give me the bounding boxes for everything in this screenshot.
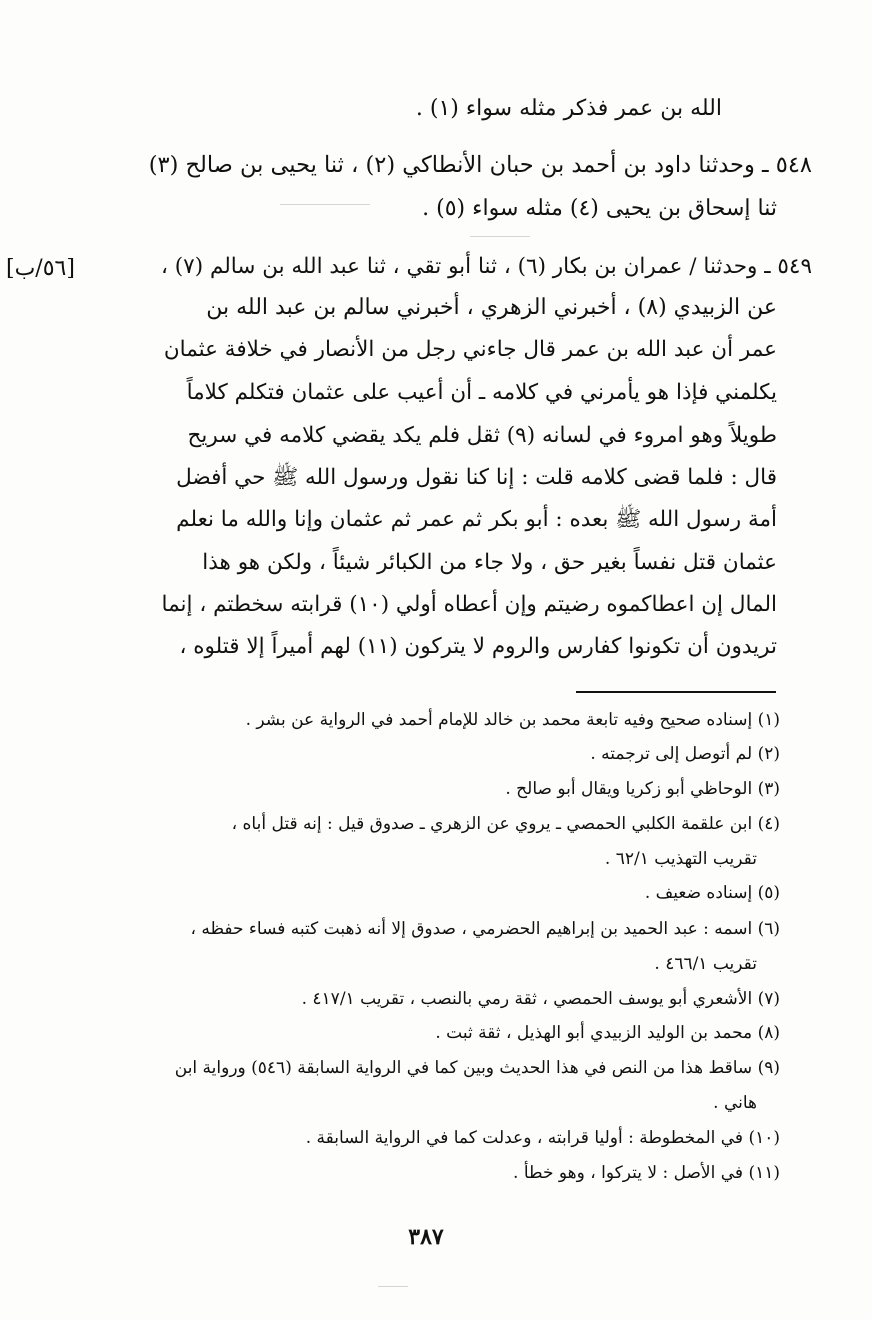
text-line: تريدون أن تكونوا كفارس والروم لا يتركون (١١) لهم أميراً إلا قتلوه ، — [179, 634, 777, 659]
text-line: يكلمني فإذا هو يأمرني في كلامه ـ أن أعيب على عثمان فتكلم كلاماً — [186, 380, 777, 405]
text-line: أمة رسول الله ﷺ بعده : أبو بكر ثم عمر ثم عثمان وإنا والله ما نعلم — [176, 507, 777, 532]
page-number: ٣٨٧ — [408, 1224, 444, 1250]
footnote-separator — [576, 691, 776, 693]
text-line: عثمان قتل نفساً بغير حق ، ولا جاء من الكبائر شيئاً ، ولكن هو هذا — [202, 550, 777, 575]
text-line: طويلاً وهو امروء في لسانه (٩) ثقل فلم يكد يقضي كلامه في سريح — [187, 423, 777, 448]
footnote-8: (٨) محمد بن الوليد الزبيدي أبو الهذيل ، ثقة ثبت . — [435, 1023, 780, 1043]
footnote-11: (١١) في الأصل : لا يتركوا ، وهو خطأ . — [513, 1163, 780, 1183]
text-line: الله بن عمر فذكر مثله سواء (١) . — [415, 96, 722, 121]
footnote-9-continued: هاني . — [713, 1093, 757, 1113]
folio-reference: [٥٦/ب] — [6, 256, 75, 281]
hadith-548-line: ٥٤٨ ـ وحدثنا داود بن أحمد بن حبان الأنطاكي (٢) ، ثنا يحيى بن صالح (٣) — [148, 152, 812, 178]
hadith-549-line: ٥٤٩ ـ وحدثنا / عمران بن بكار (٦) ، ثنا أبو تقي ، ثنا عبد الله بن سالم (٧) ، — [160, 254, 812, 279]
footnote-10: (١٠) في المخطوطة : أوليا قرابته ، وعدلت كما في الرواية السابقة . — [305, 1128, 780, 1148]
footnote-6-continued: تقريب ٤٦٦/١ . — [654, 954, 757, 974]
scan-artifact — [378, 1286, 408, 1287]
text-line: المال إن اعطاكموه رضيتم وإن أعطاه أولي (١٠) قرابته سخطتم ، إنما — [161, 592, 777, 617]
footnote-4-continued: تقريب التهذيب ٦٢/١ . — [604, 849, 757, 869]
footnote-3: (٣) الوحاظي أبو زكريا ويقال أبو صالح . — [505, 779, 780, 799]
scan-artifact — [280, 204, 370, 205]
footnote-6: (٦) اسمه : عبد الحميد بن إبراهيم الحضرمي ، صدوق إلا أنه ذهبت كتبه فساء حفظه ، — [190, 919, 780, 939]
footnote-1: (١) إسناده صحيح وفيه تابعة محمد بن خالد للإمام أحمد في الرواية عن بشر . — [245, 710, 780, 730]
text-line: عمر أن عبد الله بن عمر قال جاءني رجل من الأنصار في خلافة عثمان — [163, 337, 777, 362]
footnote-5: (٥) إسناده ضعيف . — [644, 883, 780, 903]
footnote-9: (٩) ساقط هذا من النص في هذا الحديث وبين كما في الرواية السابقة (٥٤٦) ورواية ابن — [174, 1058, 780, 1078]
footnote-2: (٢) لم أتوصل إلى ترجمته . — [590, 744, 780, 764]
footnote-7: (٧) الأشعري أبو يوسف الحمصي ، ثقة رمي بالنصب ، تقريب ٤١٧/١ . — [301, 989, 780, 1009]
text-line: قال : فلما قضى كلامه قلت : إنا كنا نقول ورسول الله ﷺ حي أفضل — [176, 465, 777, 490]
footnote-4: (٤) ابن علقمة الكلبي الحمصي ـ يروي عن الزهري ـ صدوق قيل : إنه قتل أباه ، — [231, 814, 780, 834]
scan-artifact — [470, 236, 530, 237]
text-line: ثنا إسحاق بن يحيى (٤) مثله سواء (٥) . — [422, 196, 777, 221]
text-line: عن الزبيدي (٨) ، أخبرني الزهري ، أخبرني سالم بن عبد الله بن — [206, 295, 777, 320]
